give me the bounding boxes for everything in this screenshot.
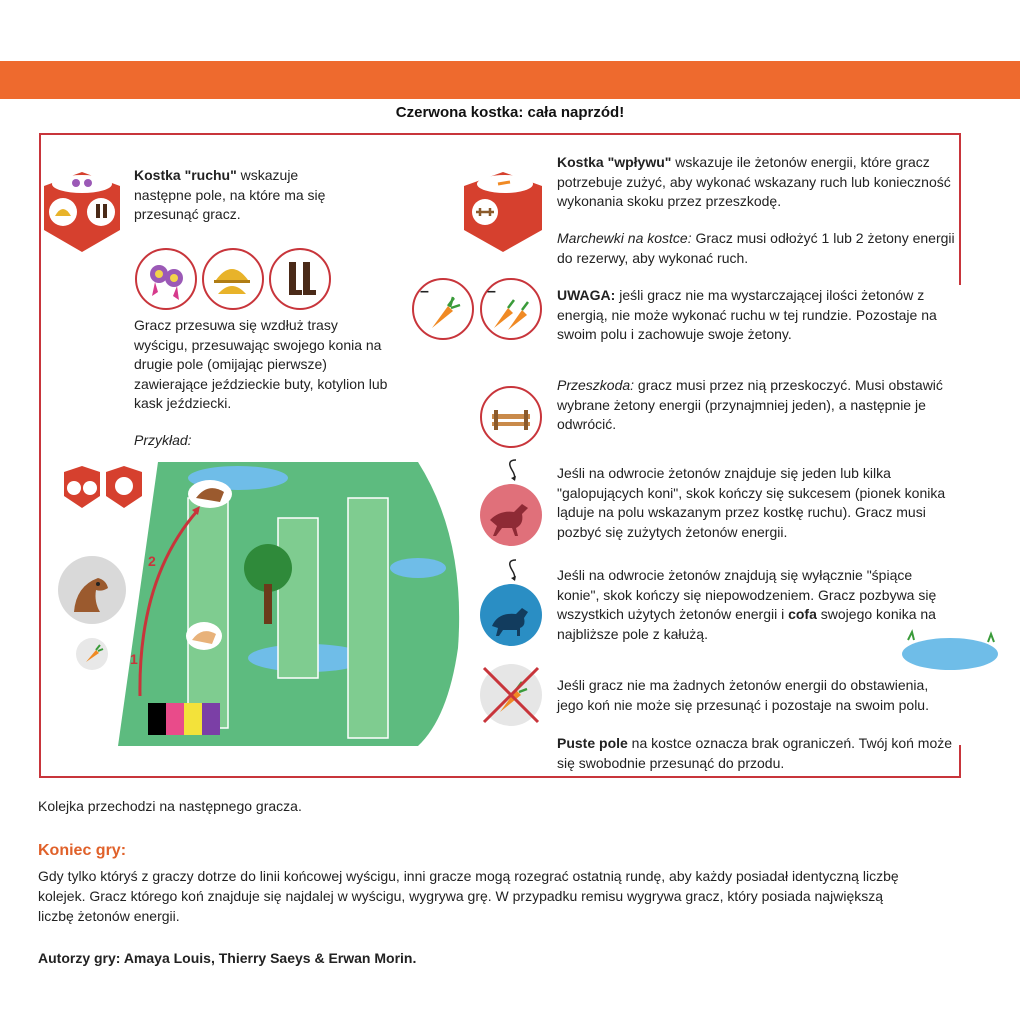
frame-border-right-bottom xyxy=(959,745,961,778)
move-die-icon xyxy=(36,168,128,256)
example-label: Przykład: xyxy=(134,432,192,448)
header-band xyxy=(0,61,1020,99)
flip-arrow-icon xyxy=(502,456,524,482)
no-tokens-description: Jeśli gracz nie ma żadnych żetonów energii do obstawienia, jego koń nie może się przesunąć i pozostaje na swoim polu. xyxy=(557,677,929,713)
impact-die-description: Kostka "wpływu" wskazuje ile żetonów energii, które gracz potrzebuje zużyć, aby wykonać wskazany ruch lub konieczność wykonania skoku przez przeszkodę. xyxy=(557,154,951,209)
empty-face-description: Puste pole na kostce oznacza brak ograniczeń. Twój koń może się swobodnie przesunąć do przodu. xyxy=(557,735,953,771)
puddle-icon xyxy=(898,626,1002,674)
step-2-label: 2 xyxy=(148,553,156,569)
page-title: Czerwona kostka: cała naprzód! xyxy=(395,104,625,121)
impact-die-icon xyxy=(458,168,548,256)
move-description: Gracz przesuwa się wzdłuż trasy wyścigu, przesuwając swojego konia na drugie pole (omijając pierwsze) zawierające jeździeckie buty, kotylion lub kask jeździecki. xyxy=(134,317,388,411)
horse-head-token-icon xyxy=(58,556,126,624)
sleeping-horse-token-icon xyxy=(480,584,542,646)
flip-arrow-icon-2 xyxy=(502,556,524,582)
minus-sign-two: – xyxy=(487,283,496,300)
no-carrot-icon xyxy=(480,664,542,726)
frame-border-right-top xyxy=(959,133,961,285)
rosette-icon xyxy=(135,248,197,310)
step-1-label: 1 xyxy=(130,651,138,667)
end-of-game-text: Gdy tylko któryś z graczy dotrze do linii końcowej wyścigu, inni gracze mogą rozegrać ostatnią rundę, aby każdy posiadał identyczną liczbę kolejek. Gracz którego koń znajduje się najdalej w wyścigu, wygrywa grę. W przypadku remisu wygrywa gracz, który posiada największą liczbę żetonów energii. xyxy=(38,868,899,924)
frame-border-bottom xyxy=(39,776,961,778)
end-of-game-heading: Koniec gry: xyxy=(38,842,127,859)
carrot-token-icon xyxy=(76,638,108,670)
next-player-text: Kolejka przechodzi na następnego gracza. xyxy=(38,798,302,814)
sleep-description: Jeśli na odwrocie żetonów znajdują się wyłącznie "śpiące konie", skok kończy się niepowodzeniem. Gracz pozbywa się wszystkich użytych żetonów energii i cofa swojego konika na najbliższe pole z kałużą. xyxy=(557,567,937,642)
gallop-description: Jeśli na odwrocie żetonów znajduje się jeden lub kilka "galopujących koni", skok kończy się sukcesem (pionek konika ląduje na polu wskazanym przez kostkę ruchu). Gracz musi pozbyć się zużytych żetonów energii. xyxy=(557,465,946,540)
warning-description: UWAGA: jeśli gracz nie ma wystarczającej ilości żetonów z energią, nie może wykonać ruchu w tej rundzie. Pozostaje na swoim polu i zachowuje swoje żetony. xyxy=(557,287,937,342)
obstacle-description: Przeszkoda: gracz musi przez nią przeskoczyć. Musi obstawić wybrane żetony energii (przynajmniej jeden), a następnie je odwrócić. xyxy=(557,377,943,432)
minus-sign-one: – xyxy=(420,283,429,300)
game-board-example xyxy=(118,458,466,750)
move-die-description: Kostka "ruchu" wskazuje następne pole, na które ma się przesunąć gracz. xyxy=(134,167,326,222)
authors-text: Autorzy gry: Amaya Louis, Thierry Saeys & Erwan Morin. xyxy=(38,950,417,966)
carrots-description: Marchewki na kostce: Gracz musi odłożyć 1 lub 2 żetony energii do rezerwy, aby wykonać ruch. xyxy=(557,230,955,266)
frame-border-top xyxy=(39,133,961,135)
boots-icon xyxy=(269,248,331,310)
obstacle-icon xyxy=(480,386,542,448)
helmet-icon xyxy=(202,248,264,310)
gallop-horse-token-icon xyxy=(480,484,542,546)
